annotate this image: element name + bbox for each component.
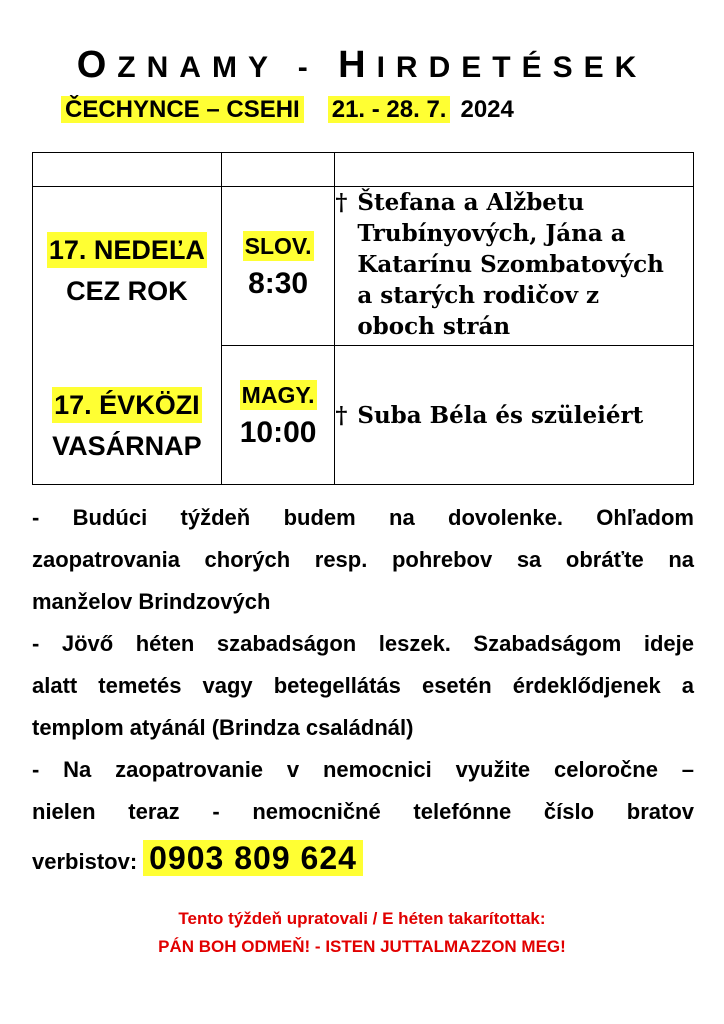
phone-number: 0903 809 624 [143, 840, 363, 876]
note-sk-line: - Budúci týždeň budem na dovolenke. Ohľadom [32, 505, 694, 530]
note-hu-line: templom atyánál (Brindza családnál) [32, 715, 414, 740]
note-sk-line: zaopatrovania chorých resp. pohrebov sa obráťte na [32, 547, 694, 572]
day-hu-line2: VASÁRNAP [52, 430, 202, 461]
table-header-row [33, 153, 694, 187]
intention-cell [335, 346, 694, 485]
mass-language: MAGY. [241, 382, 315, 408]
title-hirdetesek-rest: IRDETÉSEK [376, 51, 648, 84]
note-hu-line: - Jövő héten szabadságon leszek. Szabadságom ideje [32, 631, 694, 656]
header-cell-empty [221, 153, 335, 187]
intention-line: oboch strán [357, 313, 511, 340]
day-hu-line1: 17. ÉVKÖZI [52, 387, 202, 423]
mass-time: 10:00 [239, 416, 317, 449]
footer-thanks [0, 905, 724, 961]
intention-line: Suba Béla és szüleiért [357, 401, 644, 429]
mass-time: 8:30 [248, 267, 309, 300]
cross-icon: † [335, 401, 348, 429]
mass-language: SLOV. [244, 233, 312, 259]
subtitle [61, 96, 514, 124]
title-oznamy-rest: ZNAMY [117, 51, 279, 84]
phone-prefix: verbistov: [32, 849, 138, 874]
note-phone-line: nielen teraz - nemocničné telefónne číslo bratov [32, 799, 694, 824]
title-initial-h: H [338, 44, 377, 86]
title-separator: - [297, 51, 319, 84]
intention-line: Trubínyových, Jána a [357, 220, 626, 247]
parish-name: ČECHYNCE – CSEHI [61, 96, 304, 123]
mass-hungarian-cell [221, 346, 335, 485]
intention-line: a starých rodičov z [357, 282, 600, 309]
header-cell-empty [335, 153, 694, 187]
footer-line1: Tento týždeň upratovali / E héten takarítottak: [178, 909, 546, 928]
note-sk-line: manželov Brindzových [32, 589, 271, 614]
intention-line: Štefana a Alžbetu [357, 189, 585, 216]
intention-line: Katarínu Szombatových [357, 251, 664, 278]
title-initial-o: O [76, 44, 118, 86]
page-title [0, 44, 724, 87]
year: 2024 [460, 96, 514, 123]
day-cell [33, 187, 222, 485]
intention-cell [335, 187, 694, 346]
phone-line [32, 840, 363, 877]
note-phone-line: - Na zaopatrovanie v nemocnici využite celoročne – [32, 757, 694, 782]
day-hungarian [52, 387, 202, 464]
mass-slovak-cell [221, 187, 335, 346]
footer-line2: PÁN BOH ODMEŇ! - ISTEN JUTTALMAZZON MEG! [158, 937, 566, 956]
announcements [32, 497, 694, 833]
mass-schedule-table [32, 152, 694, 485]
day-slovak [47, 232, 207, 309]
day-sk-line1: 17. NEDEĽA [47, 232, 207, 268]
note-hu-line: alatt temetés vagy betegellátás esetén érdeklődjenek a [32, 673, 694, 698]
day-sk-line2: CEZ ROK [66, 275, 188, 306]
table-row [33, 187, 694, 346]
header-cell-empty [33, 153, 222, 187]
cross-icon: † [335, 189, 348, 216]
date-range: 21. - 28. 7. [328, 96, 451, 123]
